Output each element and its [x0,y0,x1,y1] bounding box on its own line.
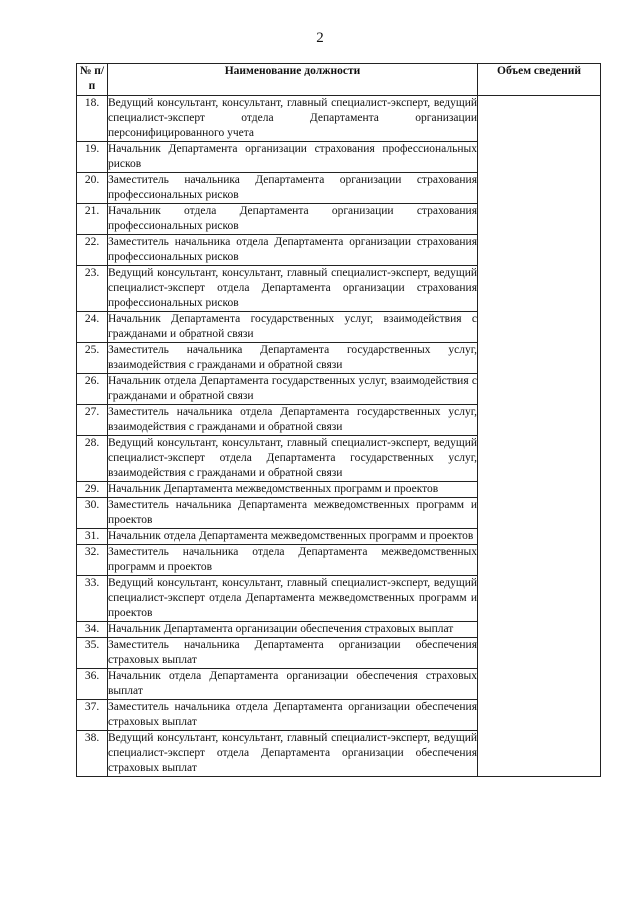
row-number: 18. [77,96,108,142]
position-name: Заместитель начальника отдела Департамента государственных услуг, взаимодействия с гражданами и обратной связи [108,405,478,436]
header-position-name: Наименование должности [108,64,478,96]
row-number: 27. [77,405,108,436]
position-name: Начальник отдела Департамента организации страхования профессиональных рисков [108,204,478,235]
row-number: 29. [77,482,108,498]
row-number: 31. [77,529,108,545]
position-name: Заместитель начальника отдела Департамента организации страхования профессиональных рисков [108,235,478,266]
table-row [77,96,601,142]
position-name: Ведущий консультант, консультант, главный специалист-эксперт, ведущий специалист-эксперт отдела Департамента организации страхования профессиональных рисков [108,266,478,312]
row-number: 38. [77,731,108,777]
position-name: Заместитель начальника Департамента межведомственных программ и проектов [108,498,478,529]
position-name: Заместитель начальника отдела Департамента организации обеспечения страховых выплат [108,700,478,731]
position-name: Начальник Департамента организации обеспечения страховых выплат [108,622,478,638]
position-name: Заместитель начальника Департамента организации страхования профессиональных рисков [108,173,478,204]
row-number: 20. [77,173,108,204]
position-name: Заместитель начальника отдела Департамента межведомственных программ и проектов [108,545,478,576]
position-name: Ведущий консультант, консультант, главный специалист-эксперт, ведущий специалист-эксперт отдела Департамента государственных услуг, взаимодействия с гражданами и обратной связи [108,436,478,482]
position-name: Начальник Департамента межведомственных программ и проектов [108,482,478,498]
header-info-volume: Объем сведений [478,64,601,96]
row-number: 36. [77,669,108,700]
position-name: Начальник Департамента организации страхования профессиональных рисков [108,142,478,173]
row-number: 22. [77,235,108,266]
row-number: 23. [77,266,108,312]
row-number: 34. [77,622,108,638]
table-body [77,96,601,777]
row-number: 32. [77,545,108,576]
header-number: № п/п [77,64,108,96]
position-name: Начальник отдела Департамента государственных услуг, взаимодействия с гражданами и обратной связи [108,374,478,405]
position-name: Начальник отдела Департамента межведомственных программ и проектов [108,529,478,545]
row-number: 21. [77,204,108,235]
row-number: 26. [77,374,108,405]
position-name: Заместитель начальника Департамента организации обеспечения страховых выплат [108,638,478,669]
row-number: 33. [77,576,108,622]
row-number: 28. [77,436,108,482]
info-volume-cell [478,96,601,777]
position-name: Ведущий консультант, консультант, главный специалист-эксперт, ведущий специалист-эксперт отдела Департамента организации персонифицированного учета [108,96,478,142]
position-name: Начальник Департамента государственных услуг, взаимодействия с гражданами и обратной связи [108,312,478,343]
row-number: 24. [77,312,108,343]
row-number: 25. [77,343,108,374]
positions-table [76,63,601,777]
position-name: Ведущий консультант, консультант, главный специалист-эксперт, ведущий специалист-эксперт отдела Департамента организации обеспечения страховых выплат [108,731,478,777]
row-number: 19. [77,142,108,173]
table-header-row [77,64,601,96]
position-name: Заместитель начальника Департамента государственных услуг, взаимодействия с гражданами и обратной связи [108,343,478,374]
row-number: 37. [77,700,108,731]
position-name: Ведущий консультант, консультант, главный специалист-эксперт, ведущий специалист-эксперт отдела Департамента межведомственных программ и проектов [108,576,478,622]
position-name: Начальник отдела Департамента организации обеспечения страховых выплат [108,669,478,700]
row-number: 35. [77,638,108,669]
page-number: 2 [316,30,324,46]
row-number: 30. [77,498,108,529]
